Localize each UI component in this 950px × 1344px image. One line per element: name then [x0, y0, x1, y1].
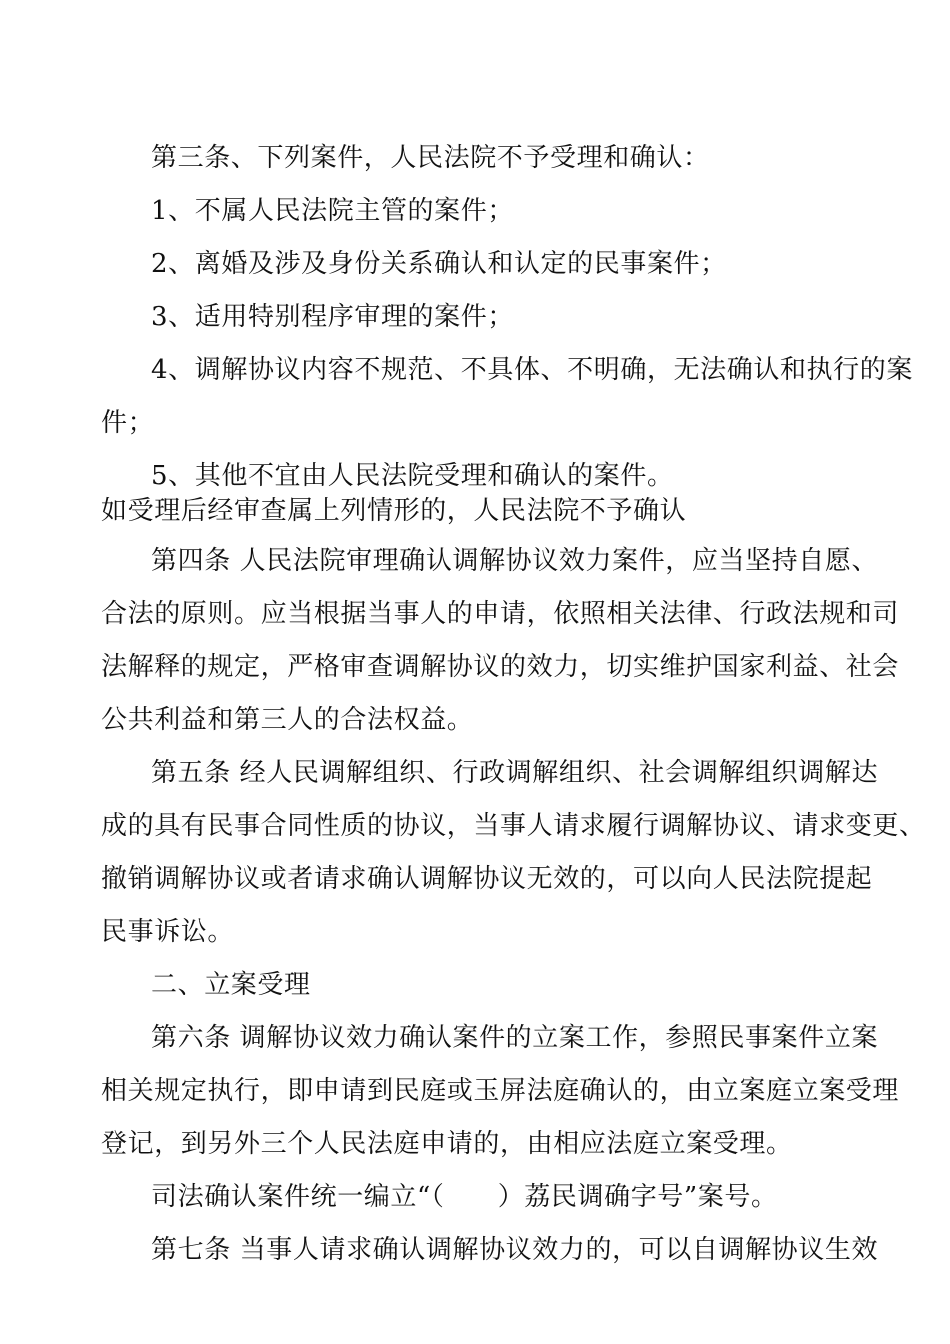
- list-item-4-continuation: 件；: [101, 408, 155, 438]
- list-item-2: 2、离婚及涉及身份关系确认和认定的民事案件；: [151, 249, 727, 279]
- article-4-line-1: 第四条 人民法院审理确认调解协议效力案件，应当坚持自愿、: [151, 546, 879, 576]
- article-4-line-2: 合法的原则。应当根据当事人的申请，依照相关法律、行政法规和司: [101, 599, 900, 629]
- article-6-line-2: 相关规定执行，即申请到民庭或玉屏法庭确认的，由立案庭立案受理: [101, 1076, 900, 1106]
- article-3-heading: 第三条、下列案件，人民法院不予受理和确认：: [151, 143, 710, 173]
- case-number-note: 司法确认案件统一编立“（ ）荔民调确字号”案号。: [151, 1182, 778, 1212]
- list-item-3: 3、适用特别程序审理的案件；: [151, 302, 514, 332]
- article-4-line-3: 法解释的规定，严格审查调解协议的效力，切实维护国家利益、社会: [101, 652, 900, 682]
- list-item-5: 5、其他不宜由人民法院受理和确认的案件。: [151, 461, 674, 491]
- article-5-line-4: 民事诉讼。: [101, 917, 235, 947]
- section-heading: 二、立案受理: [151, 970, 311, 1000]
- review-note: 如受理后经审查属上列情形的，人民法院不予确认: [101, 496, 687, 526]
- article-5-line-1: 第五条 经人民调解组织、行政调解组织、社会调解组织调解达: [151, 758, 879, 788]
- article-5-line-3: 撤销调解协议或者请求确认调解协议无效的，可以向人民法院提起: [101, 864, 873, 894]
- article-6-line-1: 第六条 调解协议效力确认案件的立案工作，参照民事案件立案: [151, 1023, 879, 1053]
- article-7-line-1: 第七条 当事人请求确认调解协议效力的，可以自调解协议生效: [151, 1235, 879, 1265]
- article-6-line-3: 登记，到另外三个人民法庭申请的，由相应法庭立案受理。: [101, 1129, 793, 1159]
- article-4-line-4: 公共利益和第三人的合法权益。: [101, 705, 474, 735]
- article-5-line-2: 成的具有民事合同性质的协议，当事人请求履行调解协议、请求变更、: [101, 811, 926, 841]
- list-item-1: 1、不属人民法院主管的案件；: [151, 196, 514, 226]
- list-item-4: 4、调解协议内容不规范、不具体、不明确，无法确认和执行的案: [151, 355, 913, 385]
